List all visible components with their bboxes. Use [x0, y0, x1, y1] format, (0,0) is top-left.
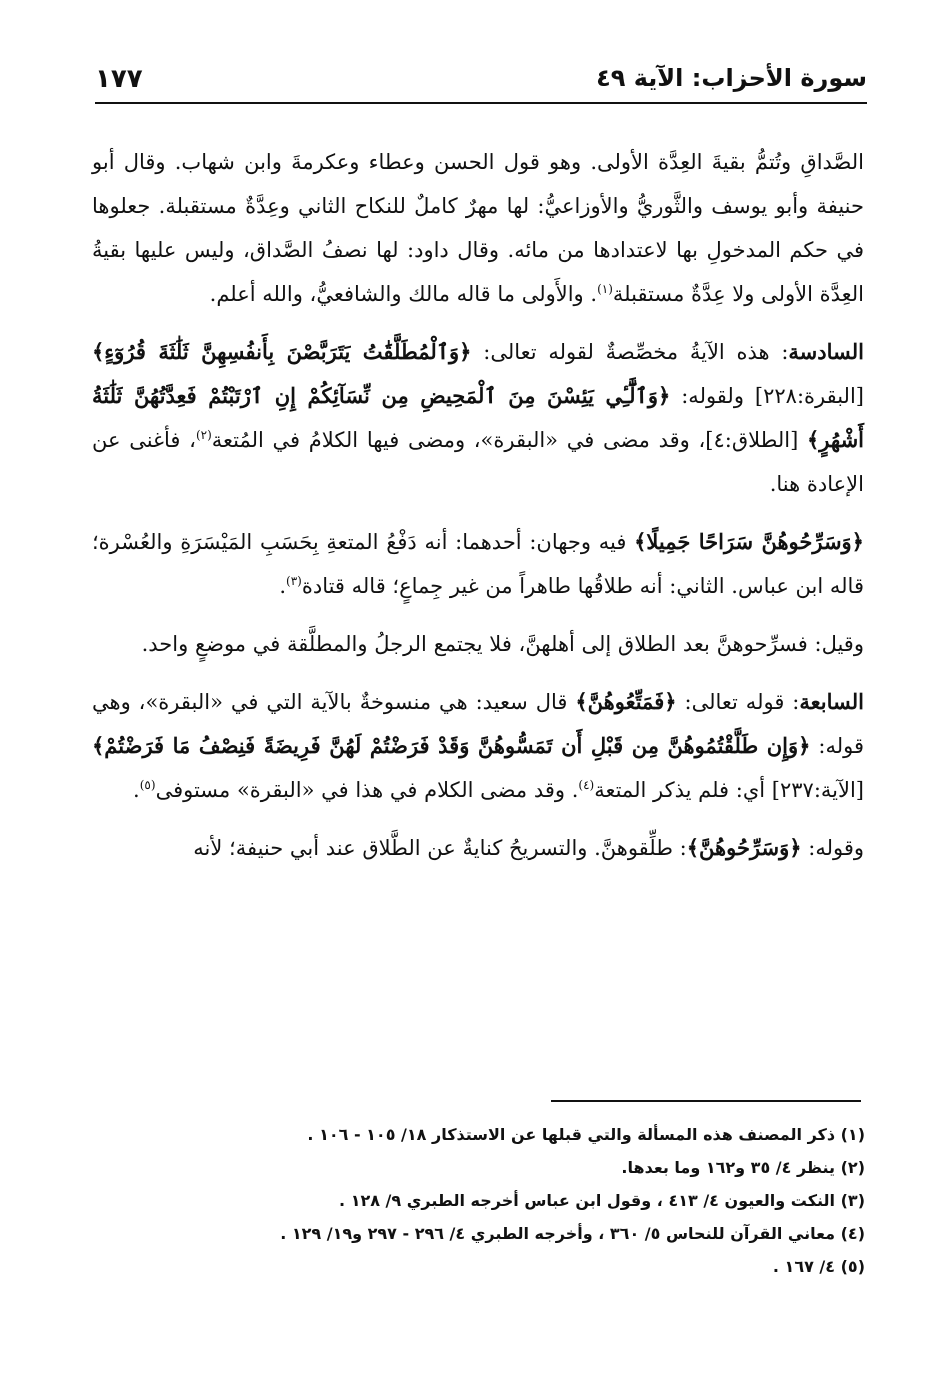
- quran-verse: ﴿وَإِن طَلَّقْتُمُوهُنَّ مِن قَبْلِ أَن تَمَسُّوهُنَّ وَقَدْ فَرَضْتُمْ لَهُنَّ فَرِيضَةً فَنِصْفُ مَا فَرَضْتُمْ﴾: [92, 733, 811, 758]
- footnote-ref: (٤): [578, 778, 595, 792]
- paragraph-3: [92, 520, 864, 608]
- paragraph-text: [البقرة:٢٢٨] ولقوله:: [670, 384, 864, 408]
- paragraph-5: [92, 680, 864, 812]
- footnote-ref: (٣): [286, 574, 302, 588]
- paragraph-text: [الطلاق:٤]، وقد مضى في «البقرة»، ومضى فيها الكلامُ في المُتعة: [211, 428, 807, 452]
- footnote-2: (٢) ينظر ٤/ ٣٥ و١٦٢ وما بعدها.: [621, 1158, 865, 1177]
- footnotes: [165, 1118, 865, 1283]
- paragraph-2: [92, 330, 864, 506]
- quran-verse: ﴿وَٱلَّٰٓـِٔي يَئِسْنَ مِنَ ٱلْمَحِيضِ مِن نِّسَآئِكُمْ إِنِ ٱرْتَبْتُمْ فَعِدَّتُهُنَّ ثَلَٰثَةُ أَشْهُرٍ﴾: [92, 383, 865, 452]
- footnote-ref: (٢): [195, 428, 212, 442]
- paragraph-text: ، فأغنى عن الإعادة هنا.: [92, 428, 864, 496]
- page-header: [95, 58, 867, 104]
- paragraph-text: قال سعيد: هي منسوخةٌ بالآية التي في «البقرة»، وهي قوله:: [92, 690, 865, 758]
- footnote-ref: (٥): [139, 778, 156, 792]
- footnote-divider: [551, 1100, 861, 1102]
- paragraph-1: [92, 140, 864, 316]
- paragraph-text: . وقد مضى الكلام في هذا في «البقرة» مستوفى: [155, 778, 579, 802]
- paragraph-text: [الآية:٢٣٧] أي: فلم يذكر المتعة: [594, 778, 864, 802]
- paragraph-text: .: [133, 778, 140, 802]
- footnote-3: (٣) النكت والعيون ٤/ ٤١٣ ، وقول ابن عباس أخرجه الطبري ٩/ ١٢٨ .: [339, 1191, 865, 1210]
- footnote-4: (٤) معاني القرآن للنحاس ٥/ ٣٦٠ ، وأخرجه الطبري ٤/ ٢٩٦ - ٢٩٧ و١٩/ ١٢٩ .: [280, 1224, 865, 1243]
- paragraph-6: [92, 826, 864, 870]
- main-text: [92, 140, 864, 884]
- paragraph-text: وقوله:: [801, 836, 864, 860]
- quran-verse: ﴿وَٱلْمُطَلَّقَٰتُ يَتَرَبَّصْنَ بِأَنفُسِهِنَّ ثَلَٰثَةَ قُرُوٓءٍ﴾: [92, 339, 472, 364]
- quran-verse: ﴿وَسَرِّحُوهُنَّ سَرَاحًا جَمِيلًا﴾: [634, 529, 864, 554]
- paragraph-text: : هذه الآيةُ مخصِّصةٌ لقوله تعالى:: [471, 340, 789, 364]
- paragraph-text: وقيل: فسرِّحوهنَّ بعد الطلاق إلى أهلهنَّ، فلا يجتمع الرجلُ والمطلَّقة في موضعٍ واحد.: [141, 632, 864, 656]
- footnote-5: (٥) ٤/ ١٦٧ .: [772, 1257, 865, 1276]
- paragraph-text: : قوله تعالى:: [676, 690, 800, 714]
- paragraph-text: الصَّداقِ وتُتمُّ بقيةَ العِدَّة الأولى. وهو قول الحسن وعطاء وعكرمةَ وابن شهاب. وقال أبو حنيفة وأبو يوسف والثَّوريُّ والأوزاعيُّ: لها مهرٌ كاملٌ للنكاح الثاني وعِدَّةٌ مستقبلة. جعلوها في حكم المدخولِ بها لاعتدادها من مائه. وقال داود: لها نصفُ الصَّداق، وليس عليها بقيةُ العِدَّة الأولى ولا عِدَّةٌ مستقبلة: [92, 150, 864, 306]
- section-label: السابعة: [799, 689, 864, 714]
- section-label: السادسة: [788, 339, 864, 364]
- quran-verse: ﴿فَمَتِّعُوهُنَّ﴾: [575, 689, 677, 714]
- paragraph-text: .: [279, 574, 287, 598]
- footnote-ref: (١): [597, 282, 613, 296]
- quran-verse: ﴿وَسَرِّحُوهُنَّ﴾: [686, 835, 802, 860]
- paragraph-4: [92, 622, 864, 666]
- paragraph-text: فيه وجهان: أحدهما: أنه دَفْعُ المتعةِ بِحَسَبِ المَيْسَرَةِ والعُسْرة؛ قاله ابن عباس. الثاني: أنه طلاقُها طاهراً من غير جِماعٍ؛ قاله قتادة: [92, 530, 864, 598]
- page-number: ١٧٧: [95, 64, 143, 94]
- paragraph-text: . والأَولى ما قاله مالك والشافعيُّ، والله أعلم.: [209, 282, 598, 306]
- running-title: سورة الأحزاب: الآية ٤٩: [596, 64, 867, 92]
- footnote-1: (١) ذكر المصنف هذه المسألة والتي قبلها عن الاستذكار ١٨/ ١٠٥ - ١٠٦ .: [307, 1125, 865, 1144]
- paragraph-text: : طلِّقوهنَّ. والتسريحُ كنايةٌ عن الطَّلاق عند أبي حنيفة؛ لأنه: [193, 836, 687, 860]
